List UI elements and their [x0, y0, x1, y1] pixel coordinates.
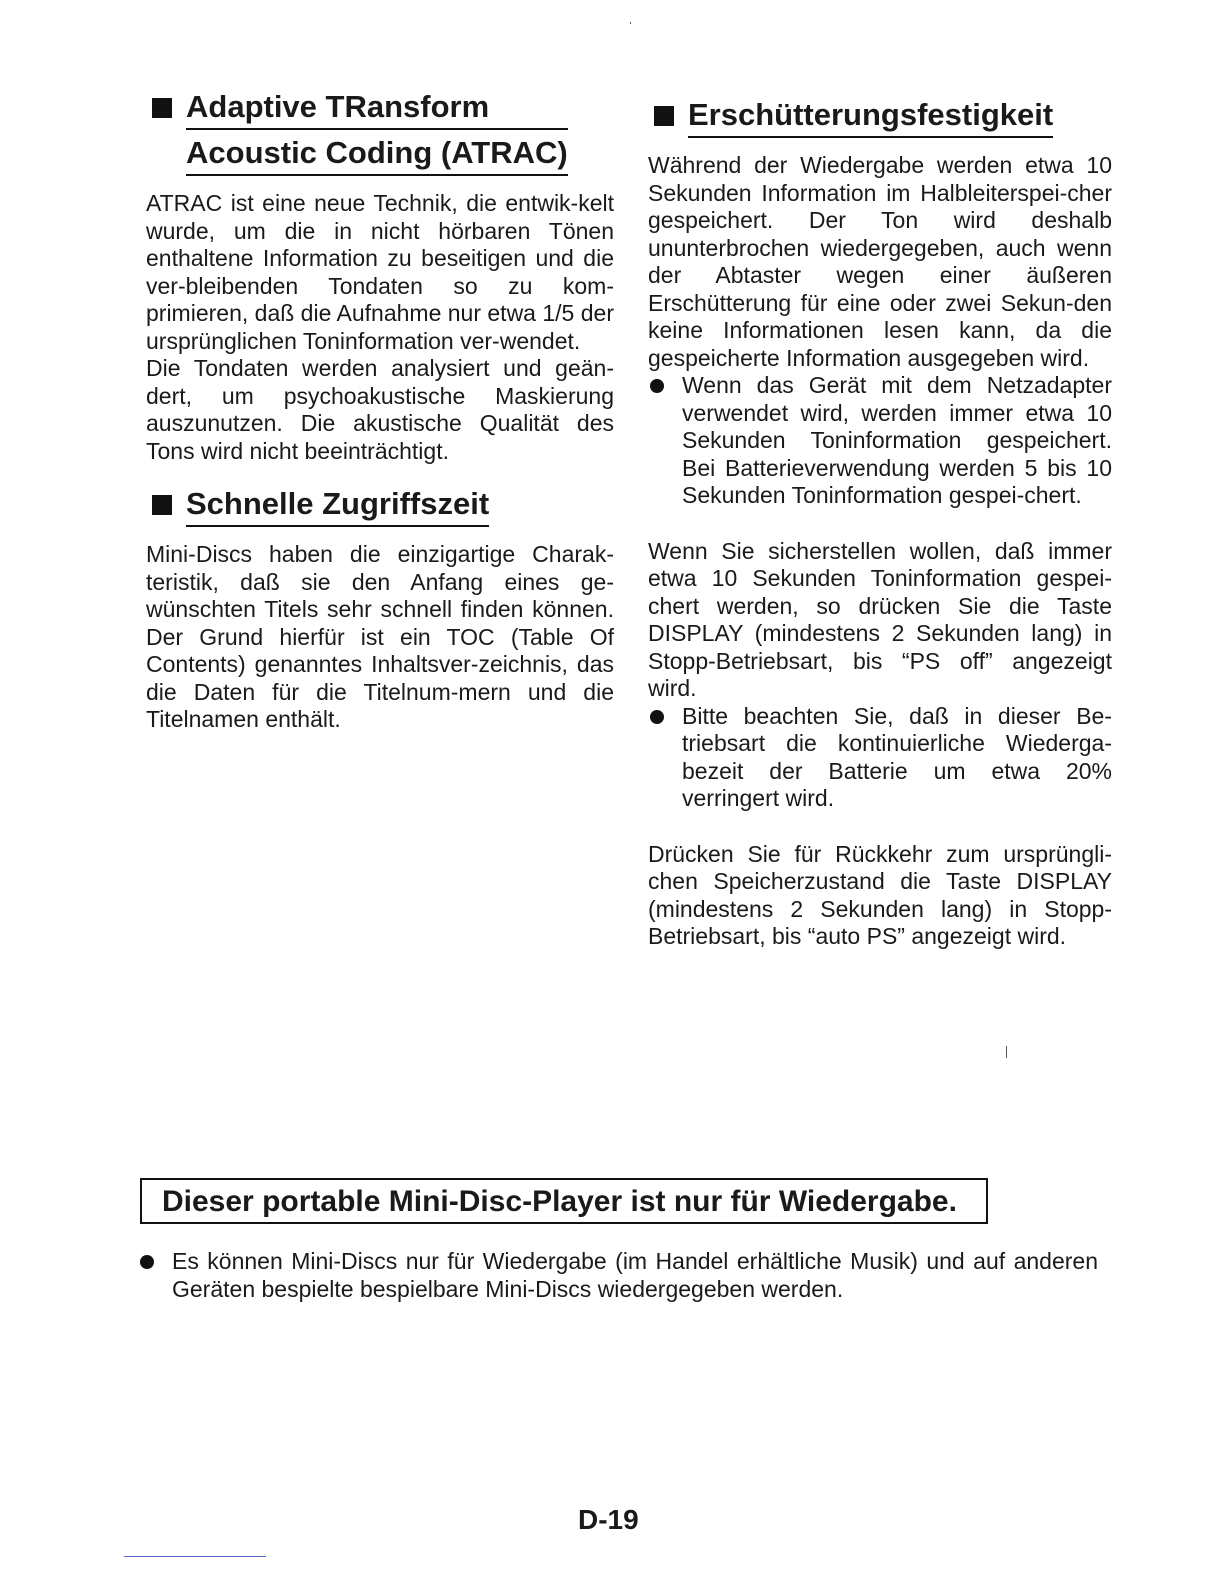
atrac-heading: [146, 88, 614, 176]
access-paragraph: Mini-Discs haben die einzigartige Charak-teristik, daß sie den Anfang eines ge-wünschten Titels sehr schnell finden können. Der Grund hierfür ist ein TOC (Table Of Contents) genanntes Inhaltsver-zeichnis, das die Daten für die Titelnum-mern und die Titelnamen enthält.: [146, 541, 614, 732]
square-bullet-icon: [152, 495, 172, 515]
square-bullet-icon: [152, 98, 172, 118]
scan-mark: [1006, 1046, 1007, 1058]
round-bullet-icon: [650, 710, 664, 724]
shock-bullet-2: [648, 703, 1112, 813]
playback-only-notice-box: Dieser portable Mini-Disc-Player ist nur für Wiedergabe.: [140, 1178, 988, 1224]
scan-mark: [630, 22, 631, 24]
atrac-paragraph-2: Die Tondaten werden analysiert und geän-dert, um psychoakustische Maskierung auszunutzen. Die akustische Qualität des Tons wird nicht beeinträchtigt.: [146, 355, 614, 464]
round-bullet-icon: [140, 1255, 154, 1269]
atrac-heading-line2: Acoustic Coding (ATRAC): [186, 134, 568, 176]
left-column: [146, 88, 614, 734]
shock-bullet-1-text: Wenn das Gerät mit dem Netzadapter verwendet wird, werden immer etwa 10 Sekunden Toninformation gespeichert. Bei Batterieverwendung werden 5 bis 10 Sekunden Toninformation gespei-chert.: [682, 372, 1112, 508]
footer-rule: [124, 1556, 266, 1557]
shock-bullet-2-text: Bitte beachten Sie, daß in dieser Be-triebsart die kontinuierliche Wiederga-bezeit der Batterie um etwa 20% verringert wird.: [682, 702, 1112, 811]
page-number: D-19: [578, 1504, 639, 1535]
shock-bullet-1: [648, 372, 1112, 510]
atrac-paragraph-1: ATRAC ist eine neue Technik, die entwik-kelt wurde, um die in nicht hörbaren Tönen enthaltene Information zu beseitigen und die ver-bleibenden Tondaten so zu kom-primieren, daß die Aufnahme nur etwa 1/5 der ursprünglichen Toninformation ver-wendet.: [146, 190, 614, 354]
square-bullet-icon: [654, 106, 674, 126]
shock-paragraph-1: Während der Wiedergabe werden etwa 10 Sekunden Information im Halbleiterspei-cher gespeichert. Der Ton wird deshalb ununterbrochen wiedergegeben, auch wenn der Abtaster wegen einer äußeren Erschütterung für eine oder zwei Sekun-den keine Informationen lesen kann, da die gespeicherte Information ausgegeben wird.: [648, 152, 1112, 371]
access-heading: [146, 485, 614, 527]
shock-heading: [648, 96, 1112, 138]
shock-paragraph-2: Wenn Sie sicherstellen wollen, daß immer etwa 10 Sekunden Toninformation gespei-chert werden, so drücken Sie die Taste DISPLAY (mindestens 2 Sekunden lang) in Stopp-Betriebsart, bis “PS off” angezeigt wird.: [648, 537, 1112, 701]
shock-paragraph-3: Drücken Sie für Rückkehr zum ursprüngli-chen Speicherzustand die Taste DISPLAY (mindestens 2 Sekunden lang) in Stopp-Betriebsart, bis “auto PS” angezeigt wird.: [648, 840, 1112, 949]
playback-only-note-text: Es können Mini-Discs nur für Wiedergabe (im Handel erhältliche Musik) und auf anderen Geräten bespielte bespielbare Mini-Discs wiedergegeben werden.: [172, 1248, 1098, 1302]
playback-only-note: [138, 1248, 1098, 1303]
right-column: [648, 96, 1112, 951]
access-heading-text: Schnelle Zugriffszeit: [186, 485, 489, 527]
shock-heading-text: Erschütterungsfestigkeit: [688, 96, 1053, 138]
round-bullet-icon: [650, 379, 664, 393]
atrac-heading-line1: Adaptive TRansform: [186, 88, 568, 130]
